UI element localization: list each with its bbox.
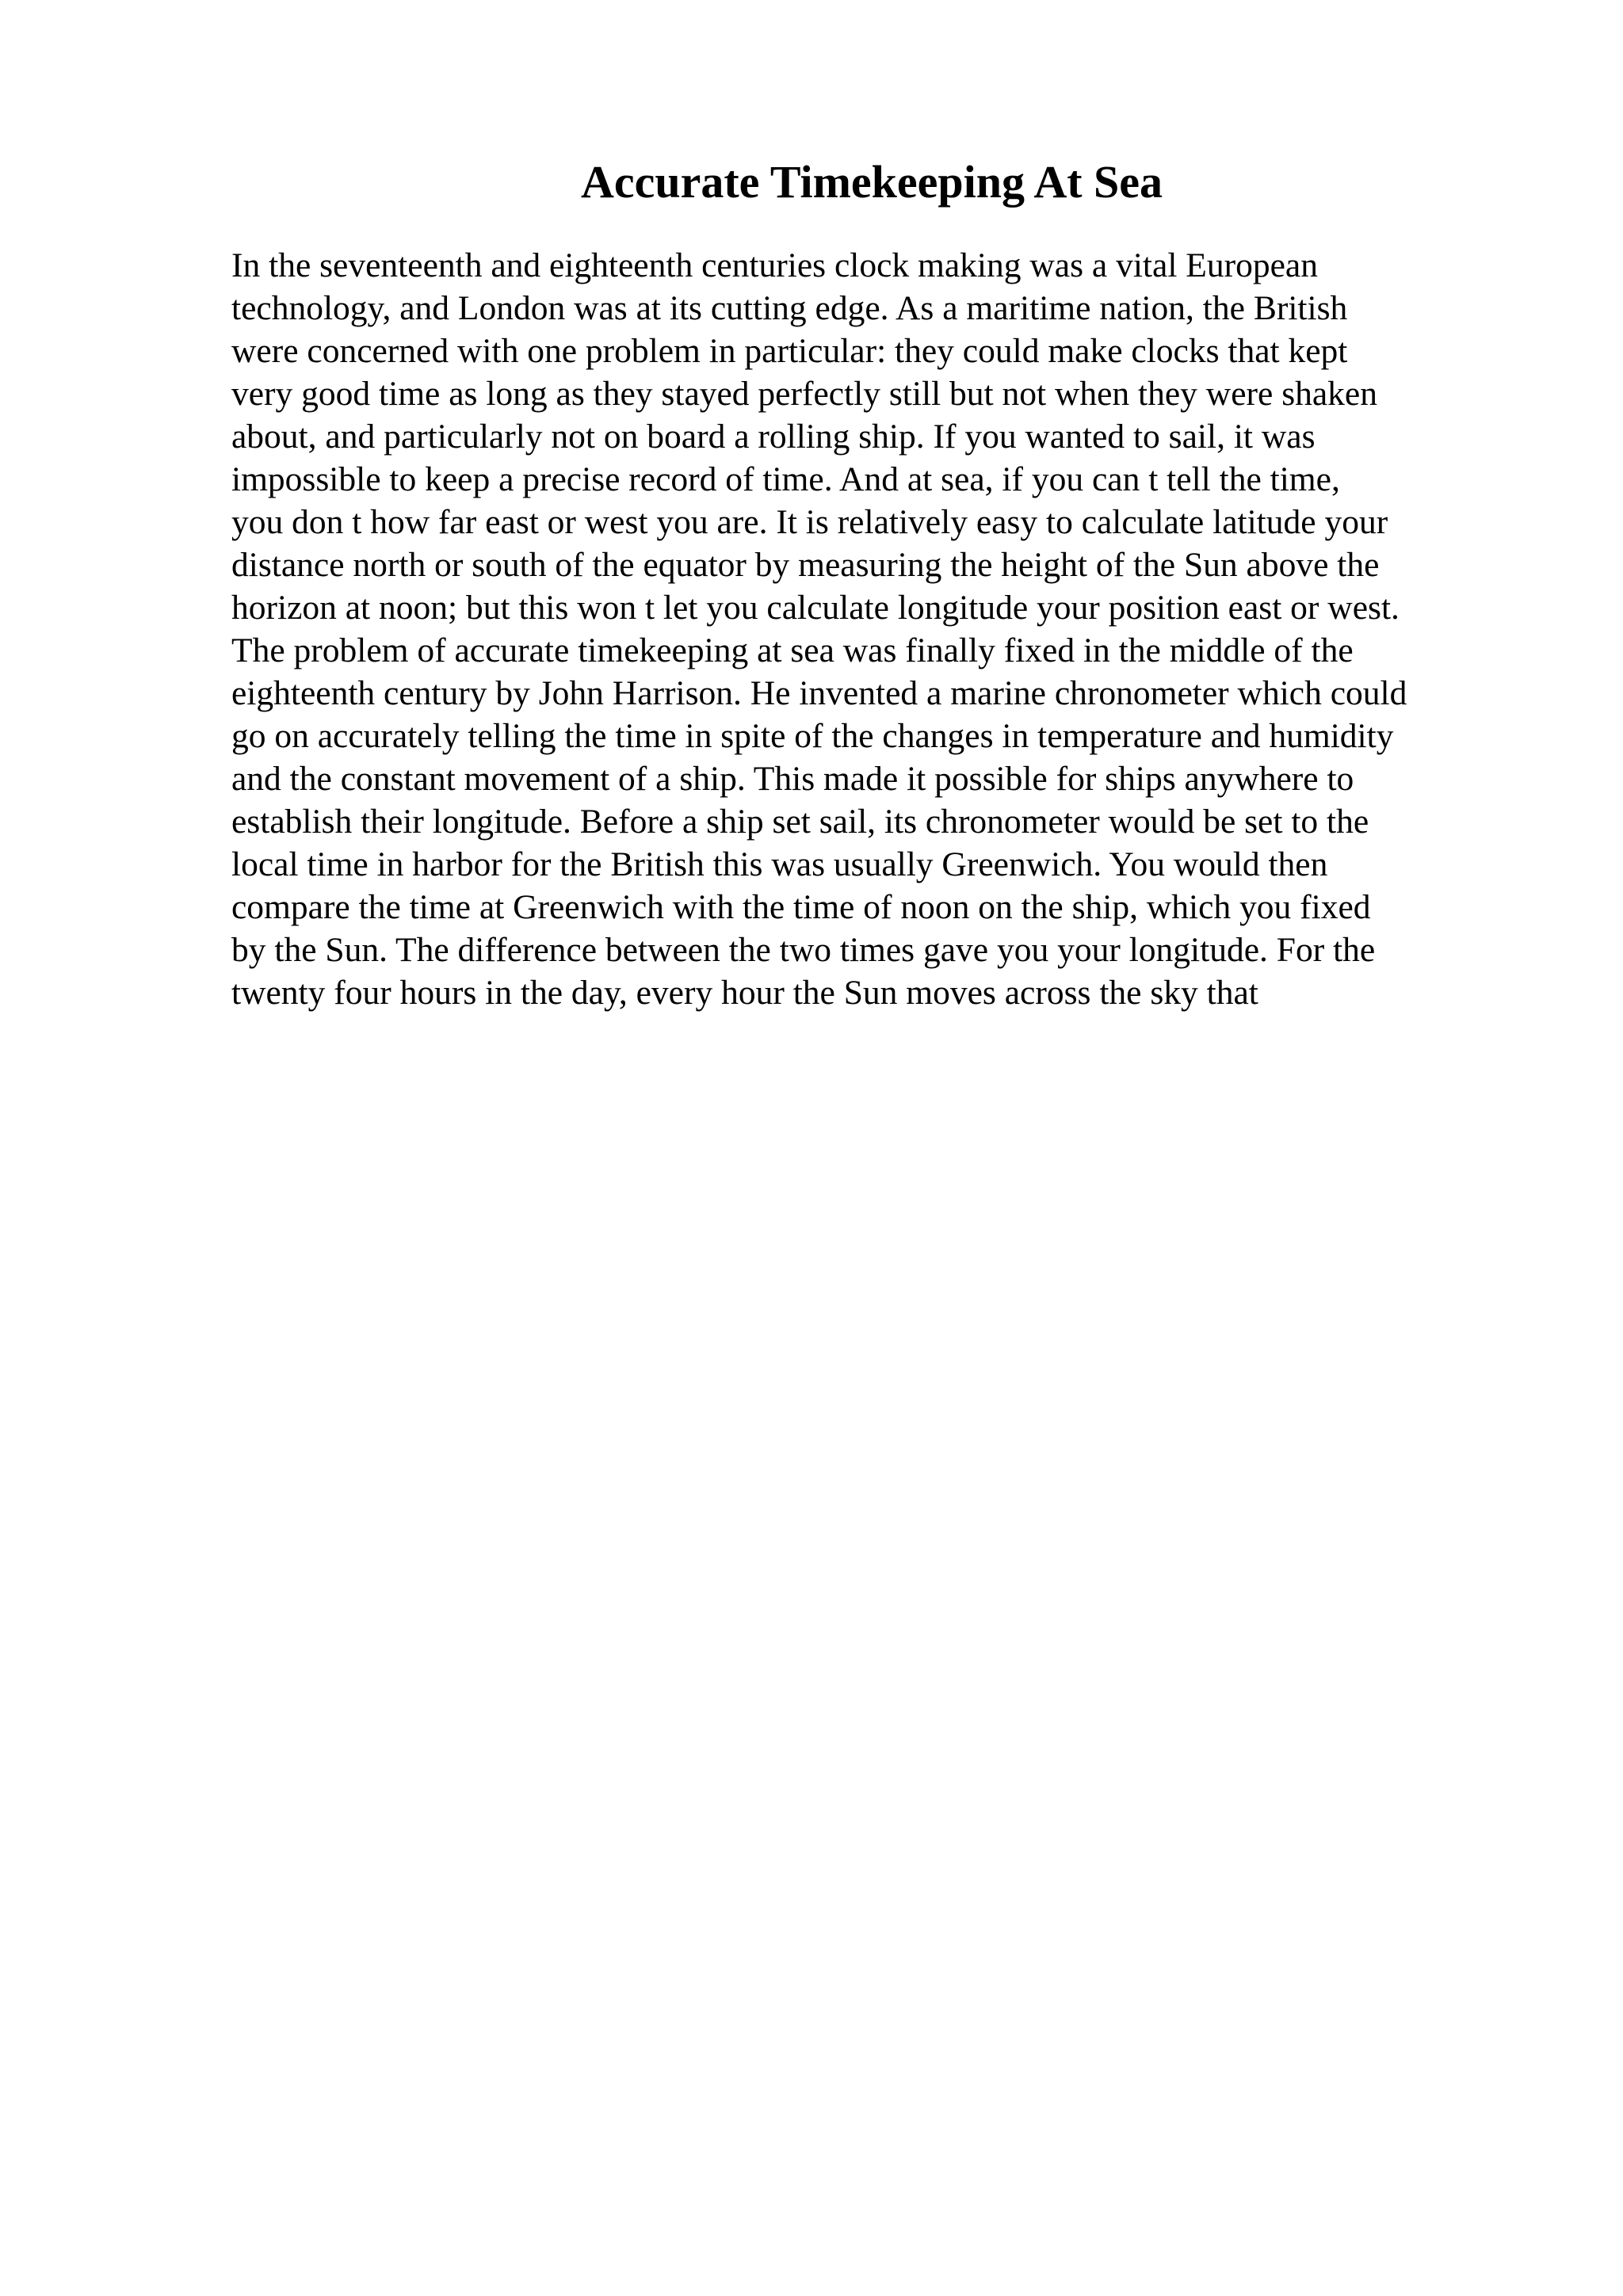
body-line: horizon at noon; but this won t let you calculate longitude your position east or west. — [231, 589, 1400, 627]
body-line: In the seventeenth and eighteenth centuries clock making was a vital European — [231, 246, 1318, 284]
body-line: The problem of accurate timekeeping at sea was finally fixed in the middle of the — [231, 631, 1354, 669]
body-line: technology, and London was at its cutting edge. As a maritime nation, the British — [231, 289, 1348, 327]
body-line: very good time as long as they stayed perfectly still but not when they were shaken — [231, 375, 1377, 413]
body-line: compare the time at Greenwich with the time of noon on the ship, which you fixed — [231, 888, 1371, 926]
body-line: were concerned with one problem in particular: they could make clocks that kept — [231, 332, 1348, 370]
body-line: impossible to keep a precise record of time. And at sea, if you can t tell the time, — [231, 460, 1340, 498]
body-line: eighteenth century by John Harrison. He invented a marine chronometer which could — [231, 674, 1407, 712]
body-line: by the Sun. The difference between the two times gave you your longitude. For the — [231, 931, 1376, 969]
document-title: Accurate Timekeeping At Sea — [580, 156, 1163, 208]
body-line: about, and particularly not on board a rolling ship. If you wanted to sail, it was — [231, 418, 1316, 456]
document-body — [231, 244, 1547, 1014]
body-line: twenty four hours in the day, every hour the Sun moves across the sky that — [231, 974, 1258, 1012]
body-line: establish their longitude. Before a ship set sail, its chronometer would be set to the — [231, 803, 1369, 841]
body-line: distance north or south of the equator by measuring the height of the Sun above the — [231, 546, 1380, 584]
body-line: you don t how far east or west you are. It is relatively easy to calculate latitude your — [231, 503, 1388, 541]
body-line: local time in harbor for the British this was usually Greenwich. You would then — [231, 845, 1328, 883]
body-line: and the constant movement of a ship. This made it possible for ships anywhere to — [231, 760, 1354, 798]
body-line: go on accurately telling the time in spite of the changes in temperature and humidity — [231, 717, 1394, 755]
